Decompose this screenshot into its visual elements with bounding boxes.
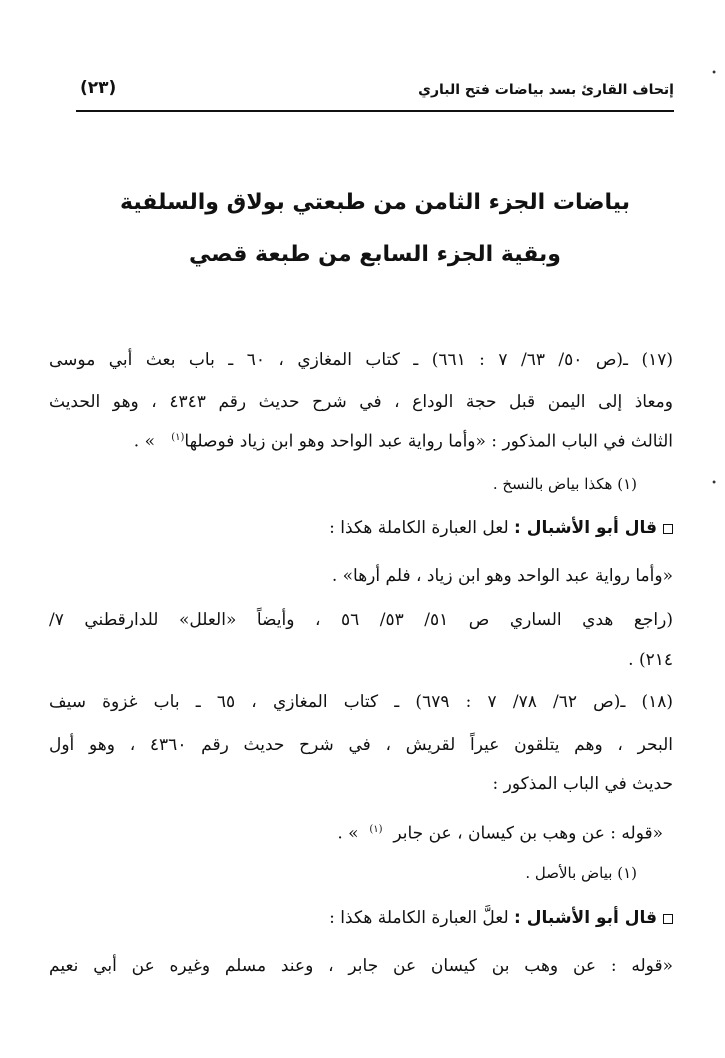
entry-18-line-1: (١٨) ـ(ص ٦٢/ ٧٨/ ٧ : ٦٧٩) ـ كتاب المغازي ، ٦٥ ـ باب غزوة سيف [49, 692, 674, 712]
entry-18-line-3: حديث في الباب المذكور : [492, 774, 673, 794]
section-title-line-1: بياضات الجزء الثامن من طبعتي بولاق والسلفية [119, 190, 631, 215]
footnote-ref-1: (١) [171, 432, 185, 443]
square-bullet-icon [663, 524, 673, 534]
entry-18-line-2: البحر ، وهم يتلقون عيراً لقريش ، في شرح حديث رقم ٤٣٦٠ ، وهو أول [49, 735, 673, 755]
entry-17-quote: «وأما رواية عبد الواحد وهو ابن زياد ، فلم أرها» . [331, 566, 673, 586]
comment-text: لعلَّ العبارة الكاملة هكذا : [329, 908, 509, 928]
section-title-line-2: وبقية الجزء السابع من طبعة قصي [189, 242, 561, 267]
entry-18-quote-text: «قوله : عن وهب بن كيسان ، عن جابر [393, 823, 663, 844]
running-header [76, 78, 674, 108]
comment-text: لعل العبارة الكاملة هكذا : [329, 518, 509, 538]
entry-17-reference-line-2: ٢١٤) . [628, 650, 673, 670]
entry-17-comment [329, 516, 673, 540]
entry-18-footnote: (١) بياض بالأصل . [525, 864, 637, 882]
header-divider [76, 110, 674, 112]
entry-17-reference-line-1: (راجع هدي الساري ص ٥١/ ٥٣/ ٥٦ ، وأيضاً «العلل» للدارقطني ٧/ [49, 610, 673, 630]
square-bullet-icon [663, 914, 673, 924]
margin-speck: • [711, 68, 717, 79]
footnote-ref-2: (١) [369, 824, 383, 835]
comment-label: قال أبو الأشبال : [514, 908, 657, 928]
entry-18-quote-end: » . [337, 823, 359, 844]
margin-speck: • [711, 478, 717, 489]
entry-18-quote [337, 818, 663, 846]
entry-17-line-3-end: » . [133, 431, 155, 452]
entry-17-line-3-text: الثالث في الباب المذكور : «وأما رواية عبد الواحد وهو ابن زياد فوصلها [184, 431, 673, 452]
book-title: إتحاف القارئ بسد بياضات فتح الباري [418, 82, 674, 98]
entry-17-footnote: (١) هكذا بياض بالنسخ . [492, 475, 637, 493]
page-number: (٢٣) [80, 78, 117, 98]
entry-18-last-line: «قوله : عن وهب بن كيسان عن جابر ، وعند مسلم وغيره عن أبي نعيم [49, 956, 673, 976]
entry-17-line-2: ومعاذ إلى اليمن قبل حجة الوداع ، في شرح حديث رقم ٤٣٤٣ ، وهو الحديث [49, 392, 673, 412]
entry-17-line-1: (١٧) ـ(ص ٥٠/ ٦٣/ ٧ : ٦٦١) ـ كتاب المغازي ، ٦٠ ـ باب بعث أبي موسى [49, 350, 674, 370]
entry-18-comment [329, 906, 673, 930]
comment-label: قال أبو الأشبال : [514, 518, 657, 538]
entry-17-line-3 [134, 426, 673, 454]
